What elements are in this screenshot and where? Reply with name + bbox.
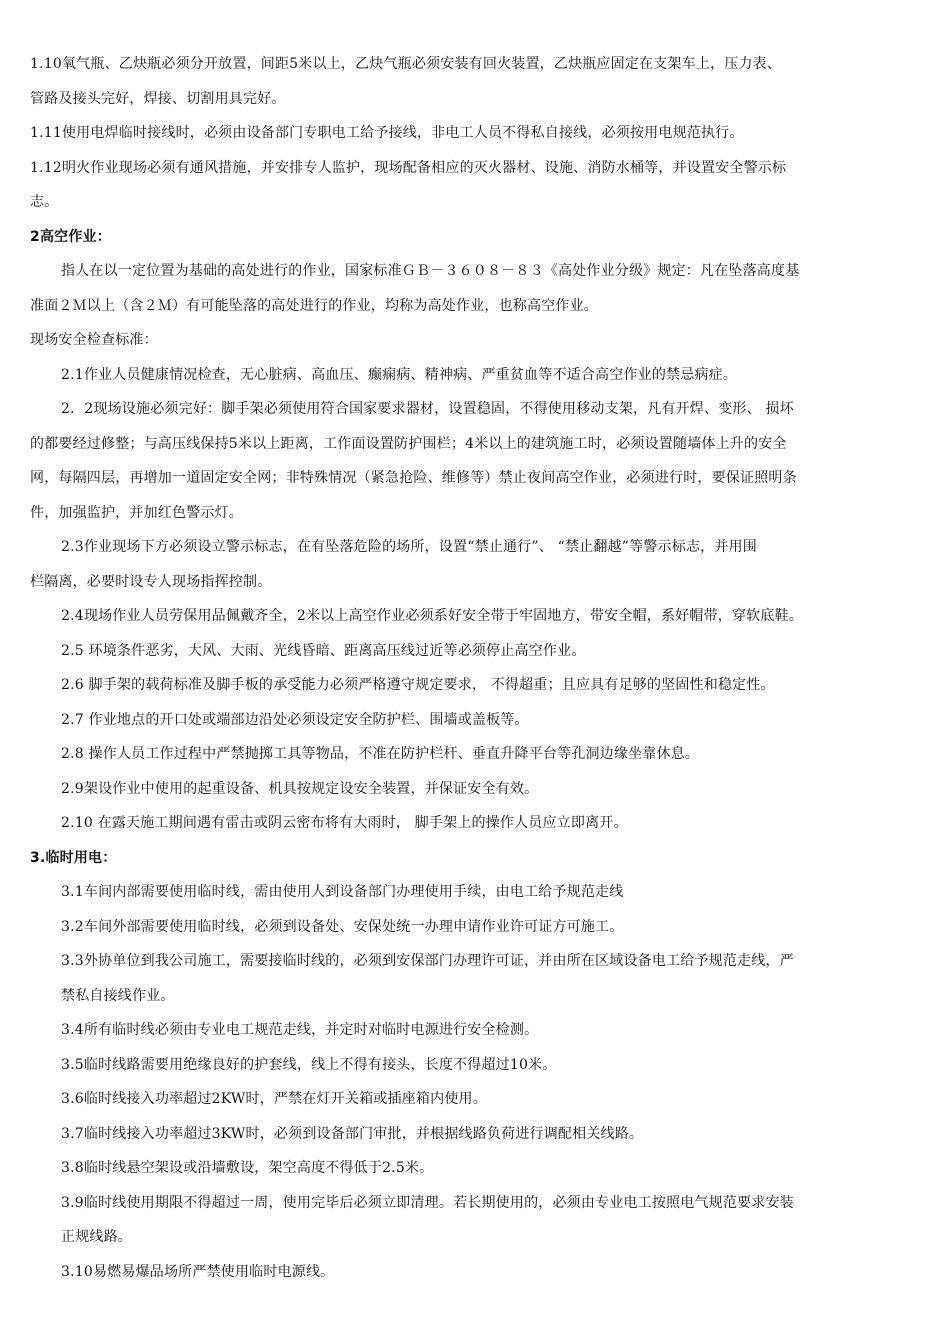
section-heading: 2高空作业： [30, 228, 111, 245]
text-line: 1.11使用电焊临时接线时，必须由设备部门专职电工给予接线，非电工人员不得私自接线，必须按用电规范执行。 [30, 125, 744, 141]
text-line: 2．2现场设施必须完好：脚手架必须使用符合国家要求器材，设置稳固，不得使用移动支架，凡有开焊、变形、 损坏 [61, 401, 794, 417]
text-line: 2.6 脚手架的载荷标准及脚手板的承受能力必须严格遵守规定要求， 不得超重；且应具有足够的坚固性和稳定性。 [61, 677, 775, 693]
text-line: 2.5 环境条件恶劣，大风、大雨、光线昏暗、距离高压线过近等必须停止高空作业。 [61, 642, 586, 659]
section-heading: 3.临时用电： [30, 849, 117, 866]
text-line: 3.7临时线接入功率超过3KW时，必须到设备部门审批，并根据线路负荷进行调配相关线路。 [61, 1125, 644, 1142]
text-line: 件，加强监护，并加红色警示灯。 [30, 504, 243, 521]
text-line: 1.12明火作业现场必须有通风措施，并安排专人监护，现场配备相应的灭火器材、设施、消防水桶等，并设置安全警示标 [30, 159, 787, 176]
text-line: 3.5临时线路需要用绝缘良好的护套线，线上不得有接头，长度不得超过10米。 [61, 1056, 557, 1073]
text-line: 2.9架设作业中使用的起重设备、机具按规定设安全装置，并保证安全有效。 [61, 780, 539, 797]
text-line: 3.4所有临时线必须由专业电工规范走线，并定时对临时电源进行安全检测。 [61, 1022, 539, 1038]
text-line: 管路及接头完好，焊接、切割用具完好。 [30, 90, 286, 107]
text-line: 3.2车间外部需要使用临时线，必须到设备处、安保处统一办理申请作业许可证方可施工。 [61, 918, 624, 935]
text-line: 2.1作业人员健康情况检查，无心脏病、高血压、癫痫病、精神病、严重贫血等不适合高空作业的禁忌病症。 [61, 366, 738, 383]
text-line: 志。 [30, 194, 59, 210]
text-line: 的都要经过修整；与高压线保持5米以上距离，工作面设置防护围栏；4米以上的建筑施工时，必须设置随墙体上升的安全 [30, 435, 787, 452]
text-line: 3.1车间内部需要使用临时线，需由使用人到设备部门办理使用手续，由电工给予规范走线 [61, 884, 624, 900]
text-line: 正规线路。 [61, 1229, 132, 1245]
text-line: 2.4现场作业人员劳保用品佩戴齐全，2米以上高空作业必须系好安全带于牢固地方，带安全帽，系好帽带，穿软底鞋。 [61, 608, 803, 624]
text-line: 禁私自接线作业。 [61, 987, 175, 1004]
text-line: 指人在以一定位置为基础的高处进行的作业，国家标准ＧＢ－３６０８－８３《高处作业分级》规定：凡在坠落高度基 [61, 263, 800, 279]
text-line: 3.3外协单位到我公司施工，需要接临时线的，必须到安保部门办理许可证，并由所在区域设备电工给予规范走线，严 [61, 953, 794, 969]
text-line: 3.9临时线使用期限不得超过一周，使用完毕后必须立即清理。若长期使用的，必须由专业电工按照电气规范要求安装 [61, 1194, 794, 1211]
text-line: 3.8临时线悬空架设或沿墙敷设，架空高度不得低于2.5米。 [61, 1160, 434, 1176]
text-line: 1.10氧气瓶、乙炔瓶必须分开放置，间距5米以上，乙炔气瓶必须安装有回火装置，乙炔瓶应固定在支架车上，压力表、 [30, 56, 782, 72]
text-line: 3.6临时线接入功率超过2KW时，严禁在灯开关箱或插座箱内使用。 [61, 1091, 487, 1107]
text-line: 3.10易燃易爆品场所严禁使用临时电源线。 [61, 1263, 335, 1280]
text-line: 网，每隔四层，再增加一道固定安全网；非特殊情况（紧急抢险、维修等）禁止夜间高空作业，必须进行时，要保证照明条 [30, 470, 797, 486]
text-line: 2.7 作业地点的开口处或端部边沿处必须设定安全防护栏、围墙或盖板等。 [61, 711, 529, 728]
text-line: 准面２Ｍ以上（含２Ｍ）有可能坠落的高处进行的作业，均称为高处作业，也称高空作业。 [30, 297, 598, 314]
text-line: 2.3作业现场下方必须设立警示标志，在有坠落危险的场所，设置“禁止通行”、 “禁止翻越”等警示标志，并用围 [61, 539, 757, 555]
text-line: 2.10 在露天施工期间遇有雷击或阴云密布将有大雨时， 脚手架上的操作人员应立即离开。 [61, 815, 628, 831]
text-line: 2.8 操作人员工作过程中严禁抛掷工具等物品，不准在防护栏杆、垂直升降平台等孔洞边缘坐靠休息。 [61, 746, 700, 762]
text-line: 栏隔离，必要时设专人现场指挥控制。 [30, 573, 272, 590]
text-line: 现场安全检查标准： [30, 332, 158, 348]
